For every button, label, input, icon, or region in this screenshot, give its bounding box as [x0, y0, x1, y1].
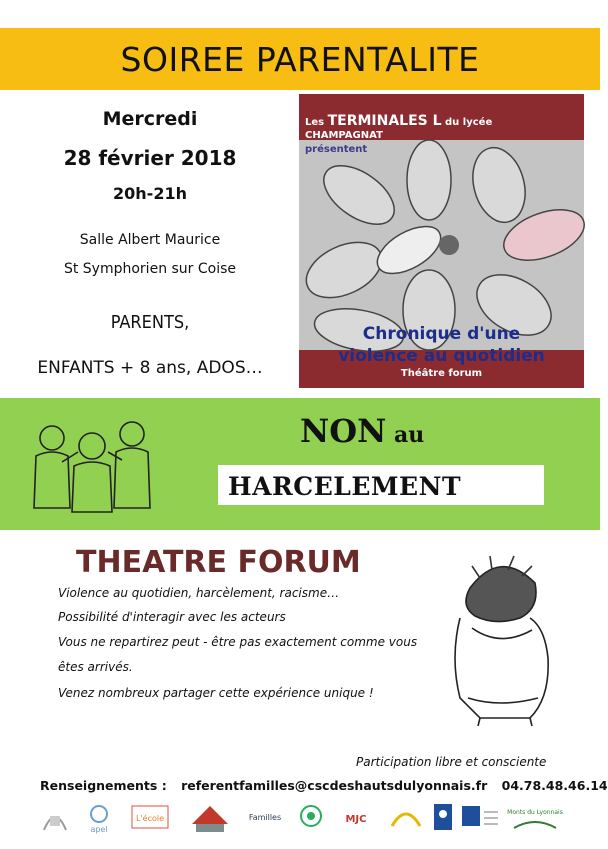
desc-line-4: êtes arrivés. — [58, 660, 133, 674]
svg-text:apel: apel — [90, 825, 108, 834]
contact-line — [40, 778, 608, 793]
msa-logo-icon — [460, 800, 500, 836]
event-time: 20h-21h — [113, 184, 187, 203]
sneakers-photo — [299, 140, 584, 350]
familles-logo-icon — [246, 800, 284, 836]
page-title: SOIREE PARENTALITE — [120, 39, 480, 79]
rs-logo-icon — [296, 800, 326, 836]
svg-text:Familles: Familles — [248, 813, 282, 822]
sad-child-illustration — [420, 548, 580, 728]
partner-logo-1-icon — [40, 800, 70, 836]
poster-line-3: présentent — [305, 144, 368, 155]
contact-phone[interactable]: 04.78.48.46.14 — [501, 778, 608, 793]
theatre-forum-title: THEATRE FORUM — [76, 545, 361, 580]
desc-line-5: Venez nombreux partager cette expérience unique ! — [58, 686, 374, 700]
audience-line-1: PARENTS, — [110, 312, 190, 333]
event-day: Mercredi — [102, 108, 198, 130]
sun-logo-icon — [386, 800, 426, 836]
poster-line-1: Les TERMINALES L du lycée — [305, 113, 493, 129]
header-banner — [0, 28, 600, 90]
desc-line-3: Vous ne repartirez peut - être pas exactement comme vous — [58, 635, 418, 649]
poster-chronicle-2: violence au quotidien — [338, 346, 545, 366]
partner-logos — [40, 800, 563, 840]
non-au-text: NON au — [300, 412, 425, 450]
venue-name: Salle Albert Maurice — [79, 232, 221, 248]
svg-text:MJC: MJC — [345, 814, 367, 825]
monts-du-lyonnais-logo-icon — [507, 800, 563, 836]
poster-subtitle: Théâtre forum — [400, 368, 483, 379]
mjc-logo-icon — [340, 800, 372, 836]
participation-note: Participation libre et consciente — [356, 755, 547, 769]
caf-logo-icon — [432, 800, 454, 836]
apel-logo-icon — [82, 800, 116, 836]
venue-town: St Symphorien sur Coise — [63, 261, 237, 277]
contact-email[interactable]: referentfamilles@cscdeshautsdulyonnais.fr — [181, 778, 488, 793]
svg-text:L'école: L'école — [135, 814, 165, 823]
poster-image — [299, 94, 584, 388]
harassment-banner — [0, 398, 600, 530]
event-date: 28 février 2018 — [63, 146, 237, 170]
audience-line-2: ENFANTS + 8 ans, ADOS… — [37, 358, 263, 378]
desc-line-2: Possibilité d'interagir avec les acteurs — [58, 610, 286, 624]
poster-line-2: CHAMPAGNAT — [305, 130, 383, 141]
people-illustration — [22, 412, 162, 522]
social-center-logo-icon — [188, 800, 232, 836]
desc-line-1: Violence au quotidien, harcèlement, racisme… — [58, 586, 340, 600]
poster-chronicle-1: Chronique d'une — [362, 324, 521, 344]
contact-label: Renseignements : — [40, 778, 167, 793]
harcelement-text: HARCELEMENT — [228, 472, 462, 501]
svg-text:Monts du Lyonnais: Monts du Lyonnais — [507, 809, 563, 816]
ecole-logo-icon — [130, 800, 170, 836]
